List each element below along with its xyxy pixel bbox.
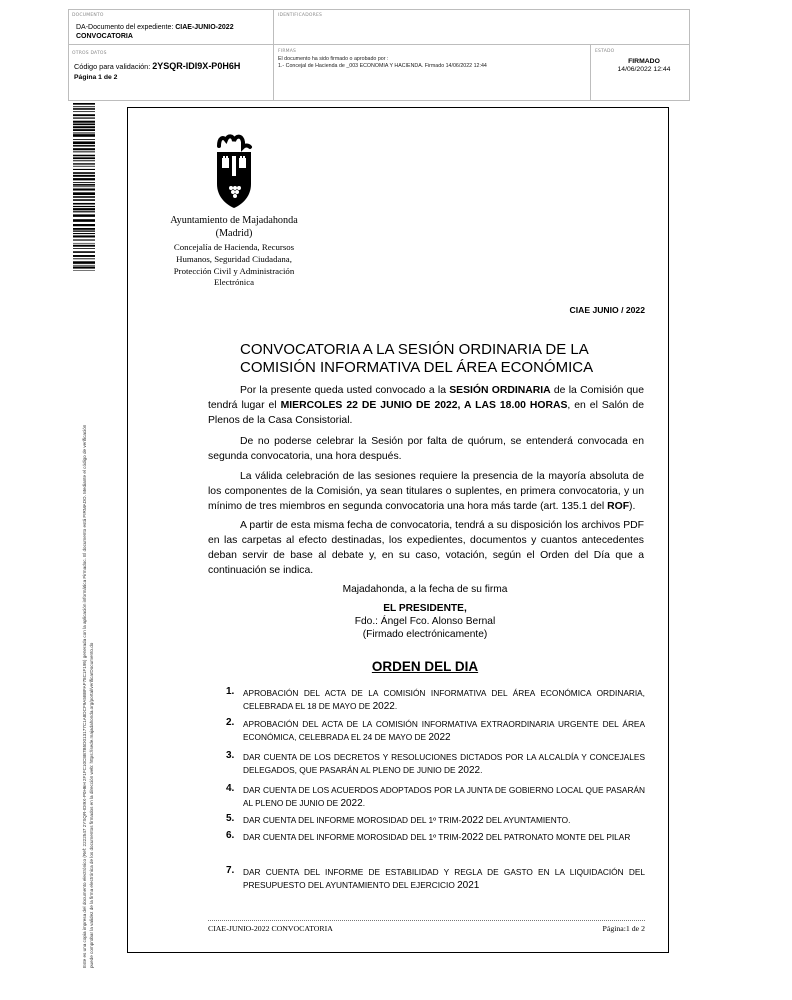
letterhead-dept-4: Electrónica (213, 277, 255, 288)
p1-date-time: MIERCOLES 22 DE JUNIO DE 2022, A LAS 18.00 HORAS (280, 400, 568, 411)
p2-text: De no poderse celebrar la Sesión por falta de quórum, se entenderá convocada en segunda convocatoria, una hora después. (208, 436, 644, 462)
letterhead-subtitle: (Madrid) (215, 228, 253, 239)
orden-item-number: 7. (226, 865, 235, 876)
codigo-prefix: Código para validación: (74, 62, 153, 71)
header-divider-v1 (273, 9, 274, 101)
documento-type: CONVOCATORIA (76, 33, 133, 40)
p3-text-c: ). (629, 501, 636, 512)
firmas-caption: FIRMAS (278, 49, 297, 54)
orden-item-number: 1. (226, 686, 235, 697)
p1-text-e: , en el Salón de Plenos de la Casa Consistorial. (208, 400, 644, 426)
paragraph-3 (208, 469, 644, 514)
documento-prefix: DA-Documento del expediente: (76, 24, 176, 31)
title-line-1: CONVOCATORIA A LA SESIÓN ORDINARIA DE LA (240, 341, 589, 358)
letterhead-dept-2: Humanos, Seguridad Ciudadana, (176, 253, 292, 264)
letterhead (160, 215, 308, 289)
side-verification-text-1: Este es una copia impresa del documento electrónico (Ref: 2222547 2YSQR-IDI9X-P0H6H 2F1FC10C8B7B5D013177C1A8DCF9A5BBFAF78C1F195) generada con la aplicación informática Firmadoc. El documento está FIRMADO. Mediante el código de verificación (82, 424, 87, 968)
documento-expediente: CIAE-JUNIO-2022 (175, 24, 234, 31)
pagina-value: Página 1 de 2 (74, 74, 118, 81)
signature-block (300, 583, 550, 641)
identificadores-caption: IDENTIFICADORES (278, 13, 323, 18)
codigo-validacion (74, 62, 240, 71)
letterhead-dept-3: Protección Civil y Administración (173, 265, 295, 276)
orden-item-number: 2. (226, 717, 235, 728)
codigo-value: 2YSQR-IDI9X-P0H6H (152, 61, 241, 71)
signature-name: Fdo.: Ángel Fco. Alonso Bernal (354, 616, 496, 627)
documento-caption: DOCUMENTO (72, 13, 104, 18)
orden-item-text: DAR CUENTA DEL INFORME MOROSIDAD DEL 1º TRIM-2022 DEL AYUNTAMIENTO. (243, 815, 571, 826)
paragraph-4 (208, 518, 644, 578)
orden-item-text: DAR CUENTA DE LOS DECRETOS Y RESOLUCIONES DICTADOS POR LA ALCALDÍA Y CONCEJALES DELEGADOS, QUE PASARÁN AL PLENO DE JUNIO DE 2022. (243, 752, 645, 776)
barcode-icon (73, 103, 95, 271)
estado-caption: ESTADO (595, 49, 615, 54)
majadahonda-coat-of-arms-icon (213, 132, 255, 210)
footer-left: CIAE-JUNIO-2022 CONVOCATORIA (208, 924, 333, 933)
document-title (240, 341, 640, 377)
p3-text-a: La válida celebración de las sesiones requiere la presencia de la mayoría absoluta de los componentes de la Comisión, ya sean titulares o suplentes, en primera convocatoria, y un mínimo de tres miembros en segunda convocatoria una hora más tarde (art. 135.1 del (208, 471, 644, 512)
document-reference: CIAE JUNIO / 2022 (569, 305, 645, 315)
p1-text-c: de la Comisión que tendrá lugar el (208, 385, 644, 411)
documento-value (76, 23, 271, 41)
orden-item-text: DAR CUENTA DEL INFORME MOROSIDAD DEL 1º TRIM-2022 DEL PATRONATO MONTE DEL PILAR (243, 832, 631, 843)
p1-text-a: Por la presente queda usted convocado a la (240, 385, 450, 396)
orden-item-text: APROBACIÓN DEL ACTA DE LA COMISIÓN INFORMATIVA EXTRAORDINARIA URGENTE DEL ÁREA ECONÓMICA, CELEBRADA EL 24 DE MAYO DE 2022 (243, 719, 645, 743)
orden-item-text: APROBACIÓN DEL ACTA DE LA COMISIÓN INFORMATIVA DEL ÁREA ECONÓMICA ORDINARIA, CELEBRADA EL 18 DE MAYO DE 2022. (243, 688, 645, 712)
footer-rule (208, 920, 645, 921)
p1-session-type: SESIÓN ORDINARIA (449, 385, 551, 396)
title-line-2: COMISIÓN INFORMATIVA DEL ÁREA ECONÓMICA (240, 359, 594, 376)
side-verification-text-2: puede comprobar la validez de la firma electrónica de los documentos firmados en la dirección web: https://sede.majadahonda.org/portal/verificarDocumento.do (89, 642, 94, 968)
estado-date: 14/06/2022 12:44 (617, 66, 671, 73)
paragraph-1 (208, 383, 644, 428)
firmas-line1: El documento ha sido firmado o aprobado por : (278, 56, 389, 62)
firmas-line2: 1.- Concejal de Hacienda de _003 ECONOMIA Y HACIENDA. Firmado 14/06/2022 12:44 (278, 63, 487, 69)
paragraph-2 (208, 434, 644, 464)
orden-item-number: 5. (226, 813, 235, 824)
signature-role: EL PRESIDENTE, (383, 603, 467, 614)
signature-place: Majadahonda, a la fecha de su firma (342, 584, 508, 595)
header-divider-v2 (590, 44, 591, 101)
letterhead-title: Ayuntamiento de Majadahonda (170, 215, 298, 226)
estado-value: FIRMADO (628, 58, 660, 65)
footer-right: Página:1 de 2 (602, 924, 645, 933)
orden-item-number: 6. (226, 830, 235, 841)
header-divider-h (68, 44, 690, 45)
orden-heading: ORDEN DEL DIA (371, 659, 479, 674)
p3-rof: ROF (607, 501, 630, 512)
signature-note: (Firmado electrónicamente) (362, 629, 488, 640)
p4-text: A partir de esta misma fecha de convocatoria, tendrá a su disposición los archivos PDF en las carpetas al efecto destinadas, los expedientes, documentos y cuantos antecedentes deban servir de base al debate y, en su caso, votación, según el Orden del Día que a continuación se indica. (208, 520, 644, 576)
otros-datos-caption: OTROS DATOS (72, 51, 107, 56)
orden-item-text: DAR CUENTA DE LOS ACUERDOS ADOPTADOS POR LA JUNTA DE GOBIERNO LOCAL QUE PASARÁN AL PLENO DE JUNIO DE 2022. (243, 785, 645, 809)
orden-item-number: 4. (226, 783, 235, 794)
letterhead-dept-1: Concejalía de Hacienda, Recursos (173, 242, 295, 252)
orden-item-text: DAR CUENTA DEL INFORME DE ESTABILIDAD Y REGLA DE GASTO EN LA LIQUIDACIÓN DEL PRESUPUESTO DEL AYUNTAMIENTO DEL EJERCICIO 2021 (243, 867, 645, 891)
orden-item-number: 3. (226, 750, 235, 761)
